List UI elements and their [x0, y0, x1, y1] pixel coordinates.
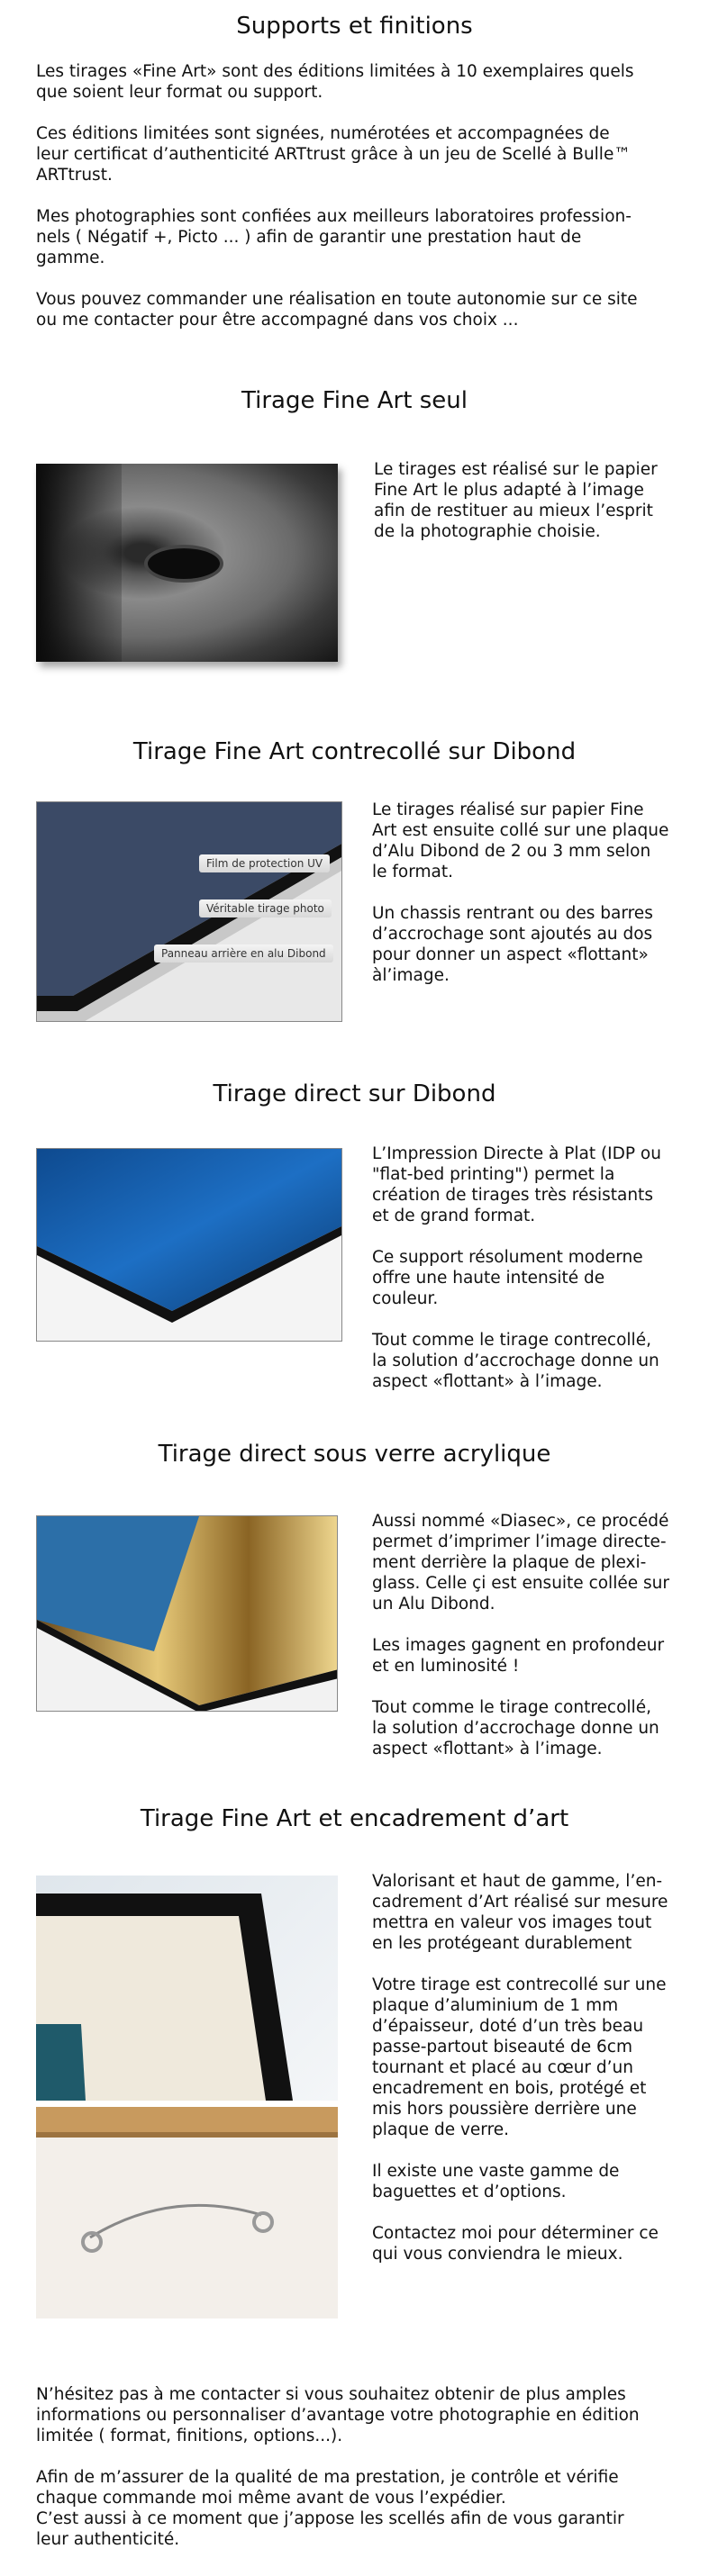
fine-art-print-image: [36, 464, 338, 662]
section-paragraph: Le tirages est réalisé sur le papier Fine Art le plus adapté à l’image afin de restituer au mieux l’esprit de la photographie choisie.: [374, 460, 658, 541]
outro-text: [36, 2384, 685, 2571]
frame-corner-diagram: [36, 1876, 338, 2101]
section-4-text: [372, 1511, 687, 1780]
section-title-dibond-mounted: Tirage Fine Art contrecollé sur Dibond: [132, 738, 577, 765]
horse-eye-icon: [144, 545, 223, 583]
section-1-text: [374, 459, 680, 563]
section-paragraph: Contactez moi pour déterminer ce qui vous conviendra le mieux.: [372, 2224, 659, 2264]
acrylic-glass-diagram: [37, 1516, 338, 1712]
outro-paragraph: N’hésitez pas à me contacter si vous souhaitez obtenir de plus amples informations ou personnaliser d’avantage votre photographie en édition limitée ( format, finitions, options...).: [36, 2385, 640, 2445]
page-title: Supports et finitions: [236, 13, 473, 40]
intro-paragraph: Mes photographies sont confiées aux meilleurs laboratoires profession- nels ( Négatif +, Picto ... ) afin de garantir une prestation haut de gamme.: [36, 207, 632, 267]
label-photo-print: Véritable tirage photo: [199, 899, 332, 917]
section-title-acrylic: Tirage direct sous verre acrylique: [158, 1441, 551, 1468]
section-paragraph: L’Impression Directe à Plat (IDP ou "flat-bed printing") permet la création de tirages très résistants et de grand format.: [372, 1144, 661, 1225]
section-paragraph: Votre tirage est contrecollé sur une plaque d’aluminium de 1 mm d’épaisseur, doté d’un très beau passe-partout biseauté de 6cm tournant et placé au cœur d’un encadrement en bois, protégé et mis hors poussière derrière une plaque de verre.: [372, 1975, 667, 2139]
section-paragraph: Les images gagnent en profondeur et en luminosité !: [372, 1636, 665, 1676]
section-title-direct-dibond: Tirage direct sur Dibond: [213, 1080, 496, 1107]
section-title-fine-art: Tirage Fine Art seul: [241, 387, 468, 414]
section-paragraph: Valorisant et haut de gamme, l’en- cadrement d’Art réalisé sur mesure mettra en valeur vos images tout en les protégeant durablement: [372, 1872, 668, 1953]
section-paragraph: Tout comme le tirage contrecollé, la solution d’accrochage donne un aspect «flottant» à l’image.: [372, 1698, 659, 1758]
label-dibond-panel: Panneau arrière en alu Dibond: [154, 945, 333, 963]
section-title-framing: Tirage Fine Art et encadrement d’art: [140, 1805, 569, 1832]
section-paragraph: Il existe une vaste gamme de baguettes et d’options.: [372, 2162, 620, 2201]
label-uv-film: Film de protection UV: [199, 854, 330, 872]
direct-dibond-diagram: [37, 1149, 342, 1342]
intro-paragraph: Les tirages «Fine Art» sont des éditions limitées à 10 exemplaires quels que soient leur format ou support.: [36, 62, 634, 102]
frame-back-image: [36, 2107, 338, 2318]
acrylic-glass-image: [36, 1515, 338, 1712]
direct-dibond-image: [36, 1148, 342, 1342]
section-paragraph: Le tirages réalisé sur papier Fine Art est ensuite collé sur une plaque d’Alu Dibond de 2 ou 3 mm selon le format.: [372, 800, 669, 881]
section-5-text: [372, 1871, 687, 2285]
intro-paragraph: Ces éditions limitées sont signées, numérotées et accompagnées de leur certificat d’authenticité ARTtrust grâce à un jeu de Scellé à Bulle™ ARTtrust.: [36, 124, 631, 185]
intro-paragraph: Vous pouvez commander une réalisation en toute autonomie sur ce site ou me contacter pour être accompagné dans vos choix ...: [36, 290, 638, 330]
outro-paragraph: Afin de m’assurer de la qualité de ma prestation, je contrôle et vérifie chaque commande moi même avant de vous l’expédier. C’est aussi à ce moment que j’appose les scellés afin de vous garantir leur authenticité.: [36, 2468, 624, 2549]
hanging-wire-diagram: [36, 2107, 338, 2318]
frame-corner-image: [36, 1876, 338, 2101]
dibond-layers-image: [36, 801, 342, 1022]
section-paragraph: Aussi nommé «Diasec», ce procédé permet d’imprimer l’image directe- ment derrière la plaque de plexi- glass. Celle çi est ensuite collée sur un Alu Dibond.: [372, 1512, 669, 1613]
section-paragraph: Ce support résolument moderne offre une haute intensité de couleur.: [372, 1248, 643, 1308]
section-paragraph: Un chassis rentrant ou des barres d’accrochage sont ajoutés au dos pour donner un aspect «flottant» àl’image.: [372, 904, 653, 985]
intro-text: [36, 61, 685, 351]
section-3-text: [372, 1143, 687, 1413]
section-2-text: [372, 800, 687, 1007]
section-paragraph: Tout comme le tirage contrecollé, la solution d’accrochage donne un aspect «flottant» à l’image.: [372, 1331, 659, 1391]
